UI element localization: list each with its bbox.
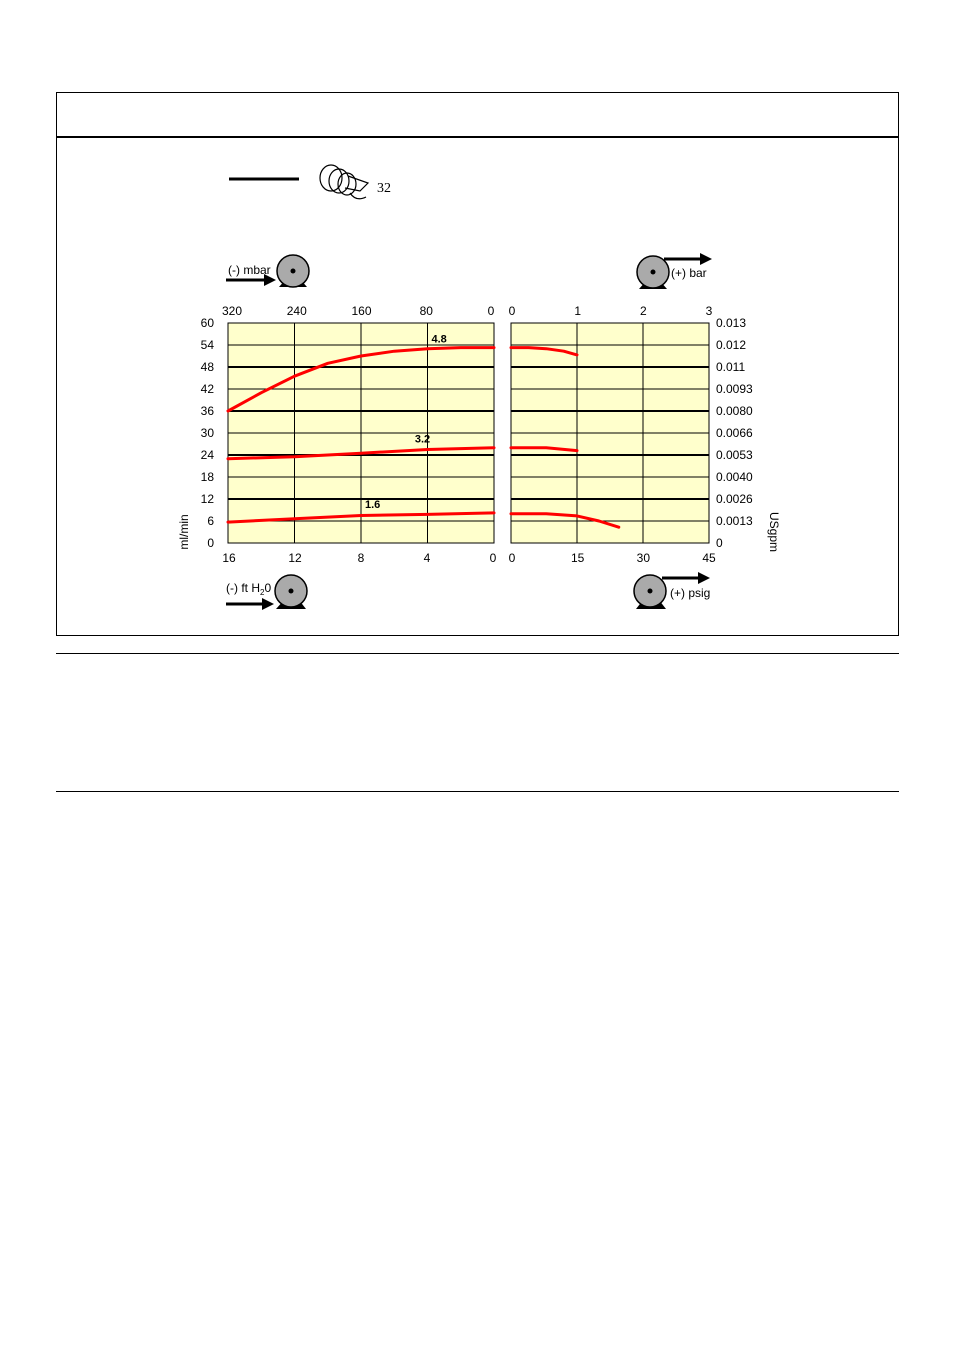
- gauge-label-top-left: (-) mbar: [228, 263, 271, 277]
- series-label: 1.6: [365, 498, 381, 511]
- y-tick-label-right: 0.0013: [716, 514, 753, 528]
- y-axis-label-right: USgpm: [767, 511, 781, 553]
- y-tick-label-left: 6: [207, 514, 214, 528]
- x-tick-label-bar: 3: [705, 304, 713, 318]
- y-tick-label-left: 12: [200, 492, 214, 506]
- x-tick-label-bar: 1: [574, 304, 582, 318]
- x-tick-label-ftH2O: 4: [423, 551, 431, 565]
- series-label: 3.2: [414, 433, 431, 446]
- y-tick-label-left: 54: [200, 338, 214, 352]
- x-tick-label-mbar: 160: [351, 304, 372, 318]
- y-tick-label-right: 0.012: [716, 338, 747, 352]
- y-tick-label-right: 0.0040: [716, 470, 753, 484]
- y-tick-label-left: 60: [200, 316, 214, 330]
- x-tick-label-bar: 0: [508, 304, 516, 318]
- x-tick-label-mbar: 320: [221, 304, 243, 318]
- y-tick-label-left: 24: [200, 448, 214, 462]
- x-tick-label-ftH2O: 8: [357, 551, 365, 565]
- x-tick-label-psig: 0: [508, 551, 516, 565]
- y-tick-label-left: 36: [200, 404, 214, 418]
- x-tick-label-ftH2O: 12: [288, 551, 302, 565]
- y-tick-label-left: 0: [207, 536, 214, 550]
- y-axis-label-left: ml/min: [177, 514, 191, 550]
- x-tick-label-ftH2O: 16: [222, 551, 236, 565]
- y-tick-label-left: 42: [200, 382, 214, 396]
- y-tick-label-right: 0.013: [716, 316, 747, 330]
- gauge-label-bottom-right: (+) psig: [670, 586, 711, 600]
- y-tick-label-right: 0.0053: [716, 448, 753, 462]
- y-tick-label-right: 0.0080: [716, 404, 753, 418]
- y-tick-label-right: 0.0066: [716, 426, 753, 440]
- x-tick-label-psig: 15: [570, 551, 585, 565]
- y-tick-label-left: 48: [200, 360, 214, 374]
- y-tick-label-left: 30: [200, 426, 214, 440]
- gauge-label-bottom-left: (-) ft $H_20$: [226, 581, 272, 597]
- legend-tubing-size: 32: [377, 181, 391, 196]
- y-tick-label-right: 0.011: [716, 360, 746, 374]
- gauge-label-top-right: (+) bar: [671, 266, 707, 280]
- x-tick-label-mbar: 0: [487, 304, 495, 318]
- y-tick-label-right: 0: [716, 536, 723, 550]
- y-tick-label-left: 18: [200, 470, 214, 484]
- y-tick-label-right: 0.0026: [716, 492, 753, 506]
- x-tick-label-mbar: 240: [286, 304, 307, 318]
- x-tick-label-psig: 45: [702, 551, 716, 565]
- tubing-icon: [320, 165, 368, 199]
- x-tick-label-mbar: 80: [419, 304, 433, 318]
- x-tick-label-psig: 30: [636, 551, 651, 565]
- series-label: 4.8: [431, 333, 447, 346]
- x-tick-label-ftH2O: 0: [489, 551, 497, 565]
- x-tick-label-bar: 2: [639, 304, 647, 318]
- y-tick-label-right: 0.0093: [716, 382, 753, 396]
